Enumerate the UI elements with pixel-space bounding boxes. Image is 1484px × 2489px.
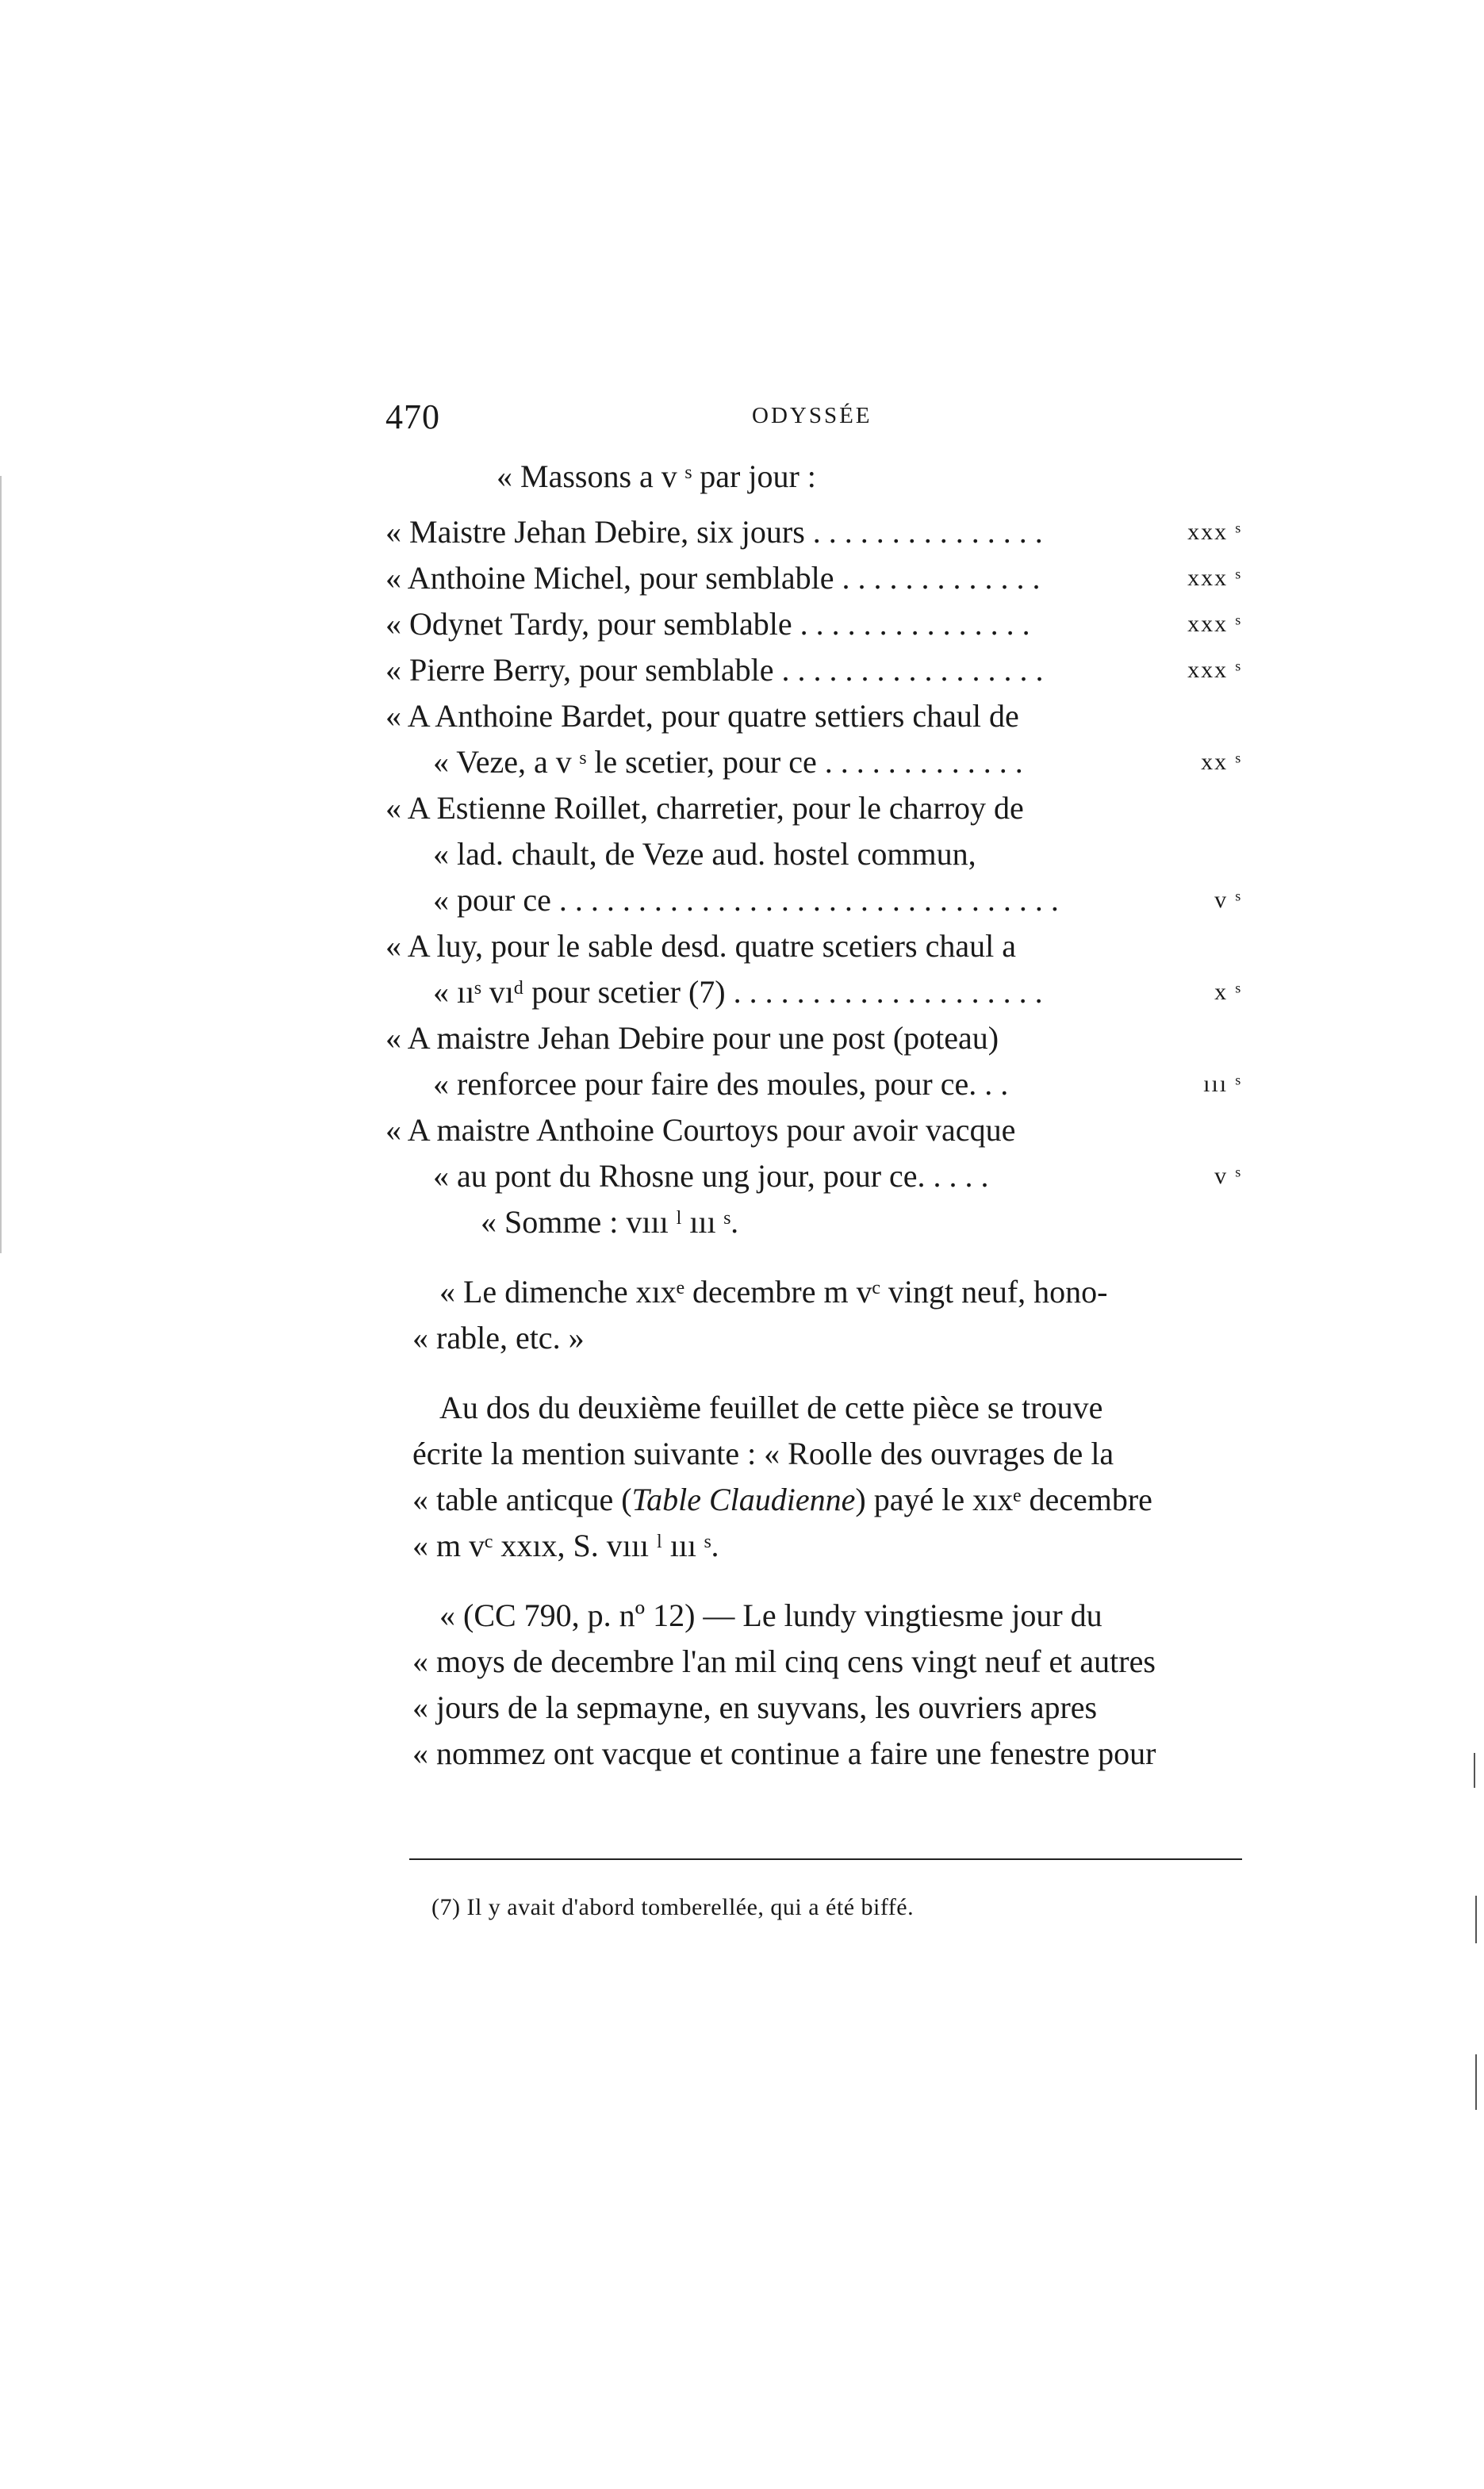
entry-line bbox=[385, 647, 1242, 693]
entry-text: « au pont du Rhosne ung jour, pour ce. . . . . bbox=[433, 1158, 989, 1194]
paragraph-line: Au dos du deuxième feuillet de cette pièce se trouve bbox=[439, 1390, 1103, 1425]
entry-text: « renforcee pour faire des moules, pour ce. . . bbox=[433, 1066, 1009, 1102]
main-text bbox=[385, 454, 1242, 1801]
paragraph-line: « jours de la sepmayne, en suyvans, les ouvriers apres bbox=[412, 1689, 1098, 1725]
entry-line bbox=[385, 601, 1242, 647]
entry-text: « pour ce . . . . . . . . . . . . . . . . . . . . . . . . . . . . . . . . bbox=[433, 882, 1059, 918]
entry-text: « Anthoine Michel, pour semblable . . . . . . . . . . . . . bbox=[385, 560, 1041, 596]
entry-amount: xx ˢ bbox=[1201, 749, 1242, 775]
entry-line-continued bbox=[385, 739, 1242, 785]
section-heading: « Massons a v ˢ par jour : bbox=[497, 458, 816, 494]
page-number: 470 bbox=[385, 397, 440, 436]
paragraph-line: « (CC 790, p. nº 12) — Le lundy vingtiesme jour du bbox=[439, 1597, 1102, 1633]
entry-text: « A luy, pour le sable desd. quatre scetiers chaul a bbox=[385, 928, 1016, 964]
entry-line-continued bbox=[385, 1061, 1242, 1107]
paragraph bbox=[385, 1269, 1242, 1361]
entry-amount: xxx ˢ bbox=[1187, 657, 1242, 683]
account-entry bbox=[385, 647, 1242, 693]
entry-text: « A Anthoine Bardet, pour quatre settiers chaul de bbox=[385, 698, 1019, 734]
entry-line-continued bbox=[385, 1153, 1242, 1199]
entry-line-continued bbox=[385, 877, 1242, 923]
account-entry bbox=[385, 555, 1242, 601]
entry-amount: ııı ˢ bbox=[1203, 1071, 1242, 1097]
entry-amount: v ˢ bbox=[1214, 887, 1242, 913]
paragraph bbox=[385, 1385, 1242, 1569]
scan-mark bbox=[0, 476, 2, 1253]
entry-amount: x ˢ bbox=[1214, 979, 1242, 1005]
paragraph-line: « nommez ont vacque et continue a faire une fenestre pour bbox=[412, 1735, 1156, 1771]
scan-mark bbox=[1475, 2054, 1477, 2110]
account-entry bbox=[385, 1107, 1242, 1199]
paragraph bbox=[385, 1593, 1242, 1777]
account-entry bbox=[385, 509, 1242, 555]
entry-amount: xxx ˢ bbox=[1187, 611, 1242, 637]
footnote-rule bbox=[409, 1858, 1242, 1860]
entry-text: « A maistre Jehan Debire pour une post (poteau) bbox=[385, 1020, 999, 1056]
paragraph-text: « table anticque ( bbox=[412, 1482, 632, 1517]
account-entry bbox=[385, 1015, 1242, 1107]
entry-line bbox=[385, 1107, 1242, 1153]
entry-text: « ııˢ vıᵈ pour scetier (7) . . . . . . . . . . . . . . . . . . . . bbox=[433, 974, 1043, 1010]
account-entry bbox=[385, 923, 1242, 1015]
entry-amount: xxx ˢ bbox=[1187, 565, 1242, 591]
entry-line bbox=[385, 509, 1242, 555]
account-entry bbox=[385, 601, 1242, 647]
entry-text: « Odynet Tardy, pour semblable . . . . . . . . . . . . . . . bbox=[385, 606, 1030, 642]
running-title: ODYSSÉE bbox=[752, 403, 872, 428]
entry-line bbox=[385, 693, 1242, 739]
italic-title: Table Claudienne bbox=[631, 1482, 856, 1517]
entry-text: « Maistre Jehan Debire, six jours . . . . . . . . . . . . . . . bbox=[385, 514, 1043, 550]
account-entry bbox=[385, 693, 1242, 785]
footnote: (7) Il y avait d'abord tomberellée, qui a été biffé. bbox=[431, 1894, 915, 1920]
entry-text: « Veze, a v ˢ le scetier, pour ce . . . . . . . . . . . . . bbox=[433, 744, 1023, 780]
entry-amount: v ˢ bbox=[1214, 1163, 1242, 1189]
paragraph-line: « rable, etc. » bbox=[412, 1320, 585, 1356]
entry-text: « A maistre Anthoine Courtoys pour avoir vacque bbox=[385, 1112, 1016, 1148]
paragraph-line: « Le dimenche xıxᵉ decembre m vᶜ vingt neuf, hono- bbox=[439, 1274, 1108, 1310]
entry-line-continued bbox=[385, 831, 1242, 877]
entry-line bbox=[385, 1015, 1242, 1061]
scan-mark bbox=[1475, 1896, 1477, 1943]
total-line: « Somme : vııı ˡ ııı ˢ. bbox=[481, 1204, 739, 1240]
entry-text: « Pierre Berry, pour semblable . . . . . . . . . . . . . . . . . bbox=[385, 652, 1044, 688]
paragraph-line bbox=[385, 1477, 1242, 1523]
entry-text: « lad. chault, de Veze aud. hostel commun, bbox=[433, 836, 976, 872]
paragraph-text: ) payé le xıxᵉ decembre bbox=[855, 1482, 1152, 1517]
entry-text: « A Estienne Roillet, charretier, pour le charroy de bbox=[385, 790, 1024, 826]
entry-line bbox=[385, 785, 1242, 831]
paragraph-line: écrite la mention suivante : « Roolle des ouvrages de la bbox=[412, 1436, 1114, 1471]
paragraph-line: « moys de decembre l'an mil cinq cens vingt neuf et autres bbox=[412, 1643, 1156, 1679]
account-entry bbox=[385, 785, 1242, 923]
entry-line bbox=[385, 923, 1242, 969]
entry-amount: xxx ˢ bbox=[1187, 519, 1242, 545]
paragraph-line: « m vᶜ xxıx, S. vııı ˡ ııı ˢ. bbox=[412, 1528, 719, 1563]
running-head bbox=[385, 397, 1242, 444]
entry-line bbox=[385, 555, 1242, 601]
scan-mark bbox=[1474, 1753, 1475, 1788]
entry-line-continued bbox=[385, 969, 1242, 1015]
